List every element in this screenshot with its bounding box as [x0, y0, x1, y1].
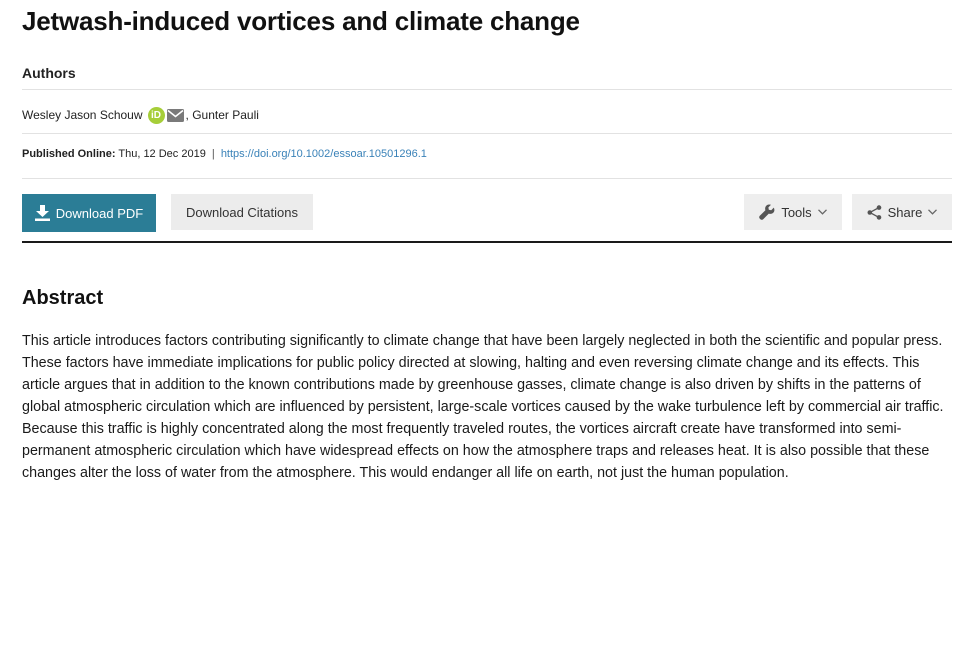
divider [22, 89, 952, 90]
share-label: Share [887, 204, 923, 220]
article-title: Jetwash-induced vortices and climate change [22, 6, 580, 36]
chevron-down-icon [818, 209, 827, 215]
published-date: Thu, 12 Dec 2019 [118, 148, 206, 160]
author-name-link[interactable]: Wesley Jason Schouw [22, 108, 143, 122]
authors-heading: Authors [22, 65, 76, 81]
orcid-icon[interactable]: iD [148, 107, 165, 124]
divider [22, 178, 952, 179]
share-icon [867, 205, 882, 220]
wrench-icon [759, 204, 775, 220]
tools-dropdown-button[interactable] [744, 194, 842, 230]
download-icon [35, 205, 50, 221]
publication-info [22, 148, 427, 160]
published-online-label: Published Online: [22, 148, 116, 160]
download-pdf-button[interactable] [22, 194, 156, 232]
info-divider: | [211, 148, 215, 160]
doi-link[interactable]: https://doi.org/10.1002/essoar.10501296.1 [220, 148, 427, 160]
download-pdf-label: Download PDF [55, 205, 144, 221]
tools-label: Tools [781, 204, 812, 220]
download-citations-button[interactable]: Download Citations [171, 194, 313, 230]
share-dropdown-button[interactable] [852, 194, 952, 230]
section-divider [22, 241, 952, 243]
abstract-heading: Abstract [22, 287, 104, 309]
mail-icon[interactable] [167, 109, 184, 122]
author-separator: , [185, 108, 189, 122]
chevron-down-icon [928, 209, 937, 215]
abstract-text: This article introduces factors contributing significantly to climate change that have been largely neglected in both the scientific and popular press. These factors have immediate implications for public policy directed at slowing, halting and even reversing climate change and its effects. This article argues that in addition to the known contributions made by greenhouse gasses, climate change is also driven by shifts in the patterns of global atmospheric circulation which are influenced by persistent, large-scale vortices caused by the wake turbulence left by commercial air traffic. Because this traffic is highly concentrated along the most frequently traveled routes, the vortices aircraft create have transformed into semi-permanent atmospheric circulation which have widespread effects on how the atmosphere traps and releases heat. It is also possible that these changes alter the loss of water from the atmosphere. This would endanger all life on earth, not just the human population. [22, 333, 944, 481]
author-name-link[interactable]: Gunter Pauli [192, 108, 259, 122]
authors-list [22, 104, 259, 126]
divider [22, 133, 952, 134]
